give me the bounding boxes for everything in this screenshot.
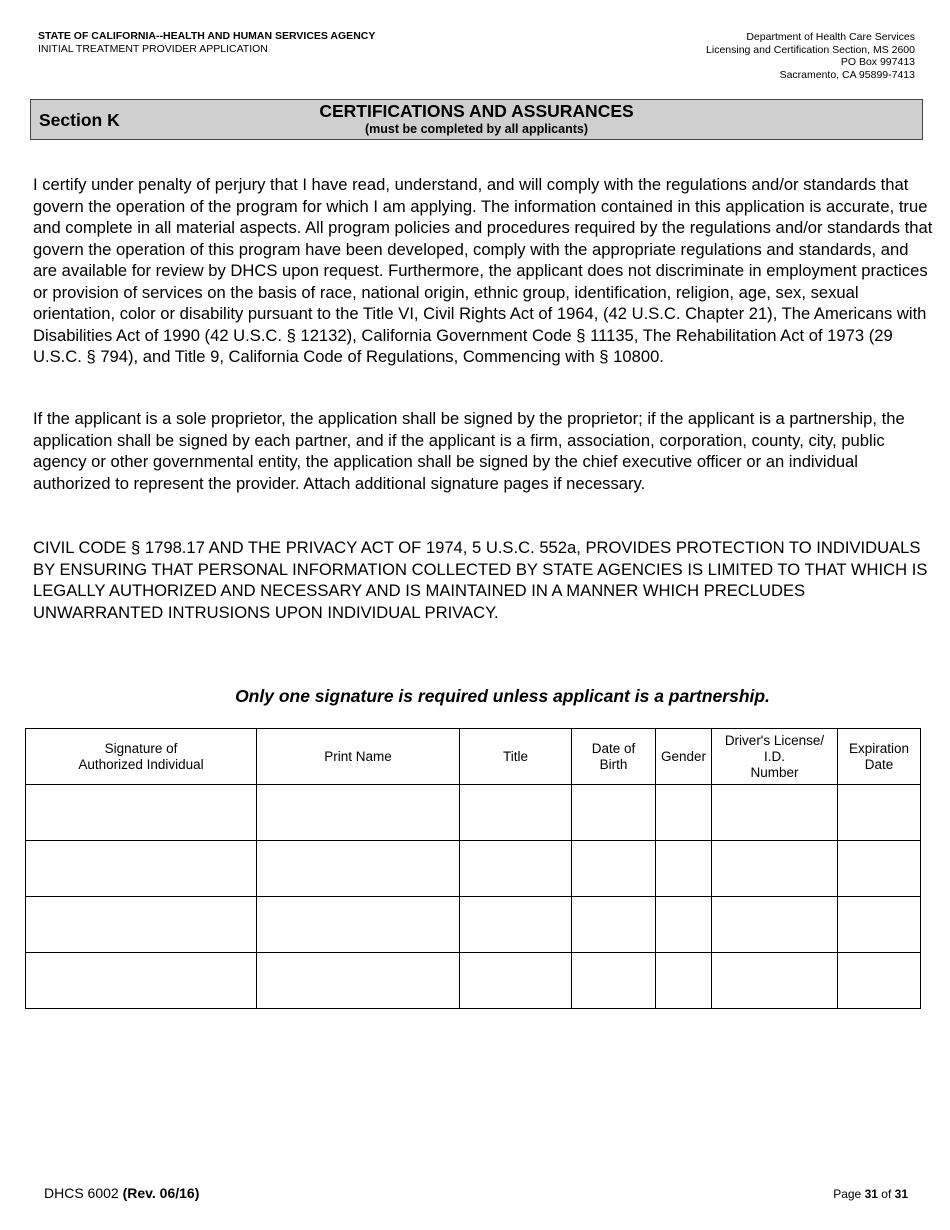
section-header-bar	[30, 99, 923, 140]
drivers-license-cell[interactable]	[712, 785, 838, 841]
print-name-cell[interactable]	[257, 841, 460, 897]
title-cell[interactable]	[460, 897, 572, 953]
page-number	[833, 1187, 908, 1201]
expiration-date-cell[interactable]	[838, 953, 921, 1009]
page-total: 31	[894, 1187, 908, 1201]
address-line: PO Box 997413	[840, 56, 915, 68]
date-of-birth-cell[interactable]	[572, 841, 656, 897]
column-header-expiration-date: Expiration Date	[838, 729, 921, 785]
gender-cell[interactable]	[656, 841, 712, 897]
agency-name: STATE OF CALIFORNIA--HEALTH AND HUMAN SERVICES AGENCY	[38, 30, 376, 42]
drivers-license-cell[interactable]	[712, 897, 838, 953]
title-cell[interactable]	[460, 785, 572, 841]
of-word: of	[881, 1187, 892, 1201]
gender-cell[interactable]	[656, 897, 712, 953]
column-header-title: Title	[460, 729, 572, 785]
date-of-birth-cell[interactable]	[572, 953, 656, 1009]
form-title: INITIAL TREATMENT PROVIDER APPLICATION	[38, 43, 268, 55]
form-number-code: DHCS 6002	[44, 1185, 119, 1201]
signature-note: Only one signature is required unless applicant is a partnership.	[235, 686, 770, 706]
mailing-address	[706, 31, 915, 81]
expiration-date-cell[interactable]	[838, 897, 921, 953]
signature-cell[interactable]	[26, 897, 257, 953]
address-line: Department of Health Care Services	[746, 31, 915, 43]
section-subtitle: (must be completed by all applicants)	[365, 122, 588, 136]
signature-cell[interactable]	[26, 785, 257, 841]
signature-table	[25, 728, 921, 1009]
column-header-gender: Gender	[656, 729, 712, 785]
form-revision: (Rev. 06/16)	[122, 1185, 200, 1201]
section-label: Section K	[39, 110, 120, 130]
column-header-date-of-birth: Date of Birth	[572, 729, 656, 785]
signature-cell[interactable]	[26, 841, 257, 897]
address-line: Licensing and Certification Section, MS 2600	[706, 43, 915, 56]
print-name-cell[interactable]	[257, 785, 460, 841]
expiration-date-cell[interactable]	[838, 785, 921, 841]
privacy-notice-paragraph: CIVIL CODE § 1798.17 AND THE PRIVACY ACT OF 1974, 5 U.S.C. 552a, PROVIDES PROTECTION TO INDIVIDUALS BY ENSURING THAT PERSONAL INFORMATION COLLECTED BY STATE AGENCIES IS LIMITED TO THAT WHICH IS LEGALLY AUTHORIZED AND NECESSARY AND IS MAINTAINED IN A MANNER WHICH PRECLUDES UNWARRANTED INTRUSIONS UPON INDIVIDUAL PRIVACY.	[33, 538, 928, 622]
gender-cell[interactable]	[656, 785, 712, 841]
table-row	[26, 953, 921, 1009]
form-number	[44, 1185, 199, 1201]
expiration-date-cell[interactable]	[838, 841, 921, 897]
print-name-cell[interactable]	[257, 897, 460, 953]
signer-requirements-paragraph: If the applicant is a sole proprietor, the application shall be signed by the proprietor; if the applicant is a partnership, the application shall be signed by each partner, and if the applicant is a firm, association, corporation, county, city, public agency or other governmental entity, the application shall be signed by the chief executive officer or an individual authorized to represent the provider. Attach additional signature pages if necessary.	[33, 409, 905, 493]
column-header-drivers-license: Driver's License/ I.D. Number	[712, 729, 838, 785]
drivers-license-cell[interactable]	[712, 953, 838, 1009]
table-header-row	[26, 729, 921, 785]
address-line: Sacramento, CA 95899-7413	[779, 68, 915, 81]
gender-cell[interactable]	[656, 953, 712, 1009]
table-row	[26, 897, 921, 953]
certification-paragraph: I certify under penalty of perjury that I have read, understand, and will comply with the regulations and/or standards that govern the operation of the program for which I am applying. The information contained in this application is accurate, true and complete in all material aspects. All program policies and procedures required by the regulations and/or standards that govern the operation of this program have been developed, comply with the appropriate regulations and standards, and are available for review by DHCS upon request. Furthermore, the applicant does not discriminate in employment practices or provision of services on the basis of race, national origin, ethnic group, identification, religion, age, sex, sexual orientation, color or disability pursuant to the Title VI, Civil Rights Act of 1964, (42 U.S.C. Chapter 21), The Americans with Disabilities Act of 1990 (42 U.S.C. § 12132), California Government Code § 11135, The Rehabilitation Act of 1973 (29 U.S.C. § 794), and Title 9, California Code of Regulations, Commencing with § 10800.	[33, 175, 933, 366]
print-name-cell[interactable]	[257, 953, 460, 1009]
page-word: Page	[833, 1187, 862, 1201]
drivers-license-cell[interactable]	[712, 841, 838, 897]
page-current: 31	[864, 1187, 878, 1201]
date-of-birth-cell[interactable]	[572, 785, 656, 841]
table-row	[26, 785, 921, 841]
header-left	[38, 30, 375, 56]
table-row	[26, 841, 921, 897]
column-header-print-name: Print Name	[257, 729, 460, 785]
signature-cell[interactable]	[26, 953, 257, 1009]
section-title: CERTIFICATIONS AND ASSURANCES	[319, 101, 634, 121]
date-of-birth-cell[interactable]	[572, 897, 656, 953]
column-header-signature: Signature of Authorized Individual	[26, 729, 257, 785]
title-cell[interactable]	[460, 841, 572, 897]
title-cell[interactable]	[460, 953, 572, 1009]
